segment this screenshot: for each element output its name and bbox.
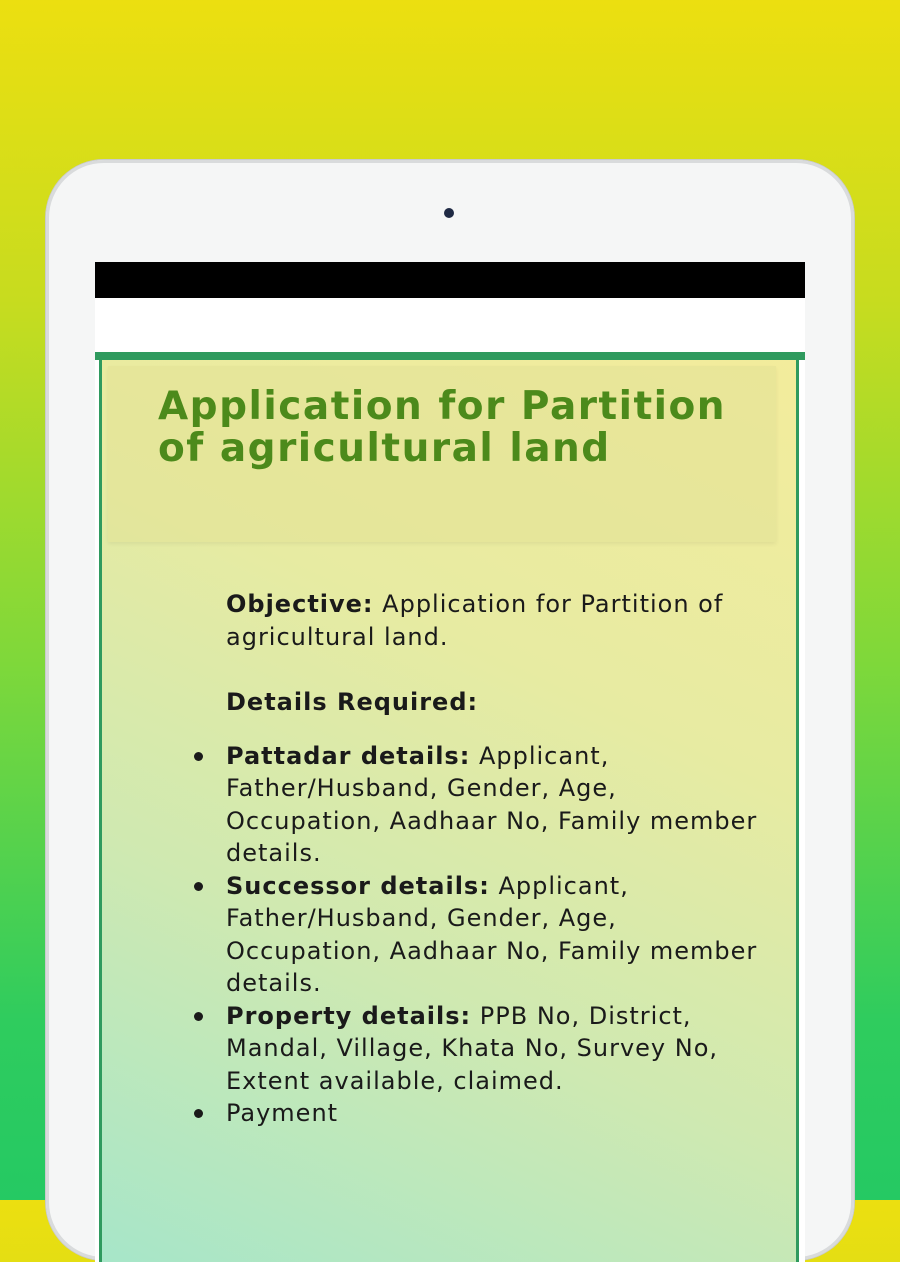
content-panel[interactable] — [99, 360, 799, 1262]
tablet-frame — [46, 160, 854, 1260]
list-item-text: PPB No, District, Mandal, Village, Khata No, Survey No, Extent available, claimed. — [226, 1001, 719, 1095]
status-bar — [95, 262, 805, 298]
requirements-list — [226, 740, 766, 1130]
objective-paragraph — [226, 588, 766, 653]
device-screen — [95, 262, 805, 1262]
objective-text: Application for Partition of agricultural land. — [226, 590, 724, 651]
list-item-text: Payment — [226, 1099, 339, 1127]
list-item-label: Property details: — [226, 1001, 472, 1030]
details-required-heading: Details Required: — [226, 688, 479, 716]
app-bar — [95, 298, 805, 352]
list-item-label: Pattadar details: — [226, 741, 471, 770]
bullet-icon — [194, 882, 203, 891]
bullet-icon — [194, 752, 203, 761]
list-item-payment — [226, 1097, 766, 1130]
front-camera — [444, 208, 454, 218]
title-band — [108, 366, 776, 542]
list-item-text: Applicant, Father/Husband, Gender, Age, Occupation, Aadhaar No, Family member details. — [226, 871, 758, 997]
objective-label: Objective: — [226, 590, 374, 618]
bullet-icon — [194, 1109, 203, 1118]
list-item-pattadar-details — [226, 740, 766, 870]
list-item-property-details — [226, 1000, 766, 1098]
app-bar-divider — [95, 352, 805, 360]
description-body — [226, 588, 766, 1130]
list-item-successor-details — [226, 870, 766, 1000]
page-title: Application for Partition of agricultural land — [158, 384, 727, 471]
list-item-label: Successor details: — [226, 871, 490, 900]
bullet-icon — [194, 1012, 203, 1021]
list-item-text: Applicant, Father/Husband, Gender, Age, Occupation, Aadhaar No, Family member details. — [226, 741, 758, 867]
